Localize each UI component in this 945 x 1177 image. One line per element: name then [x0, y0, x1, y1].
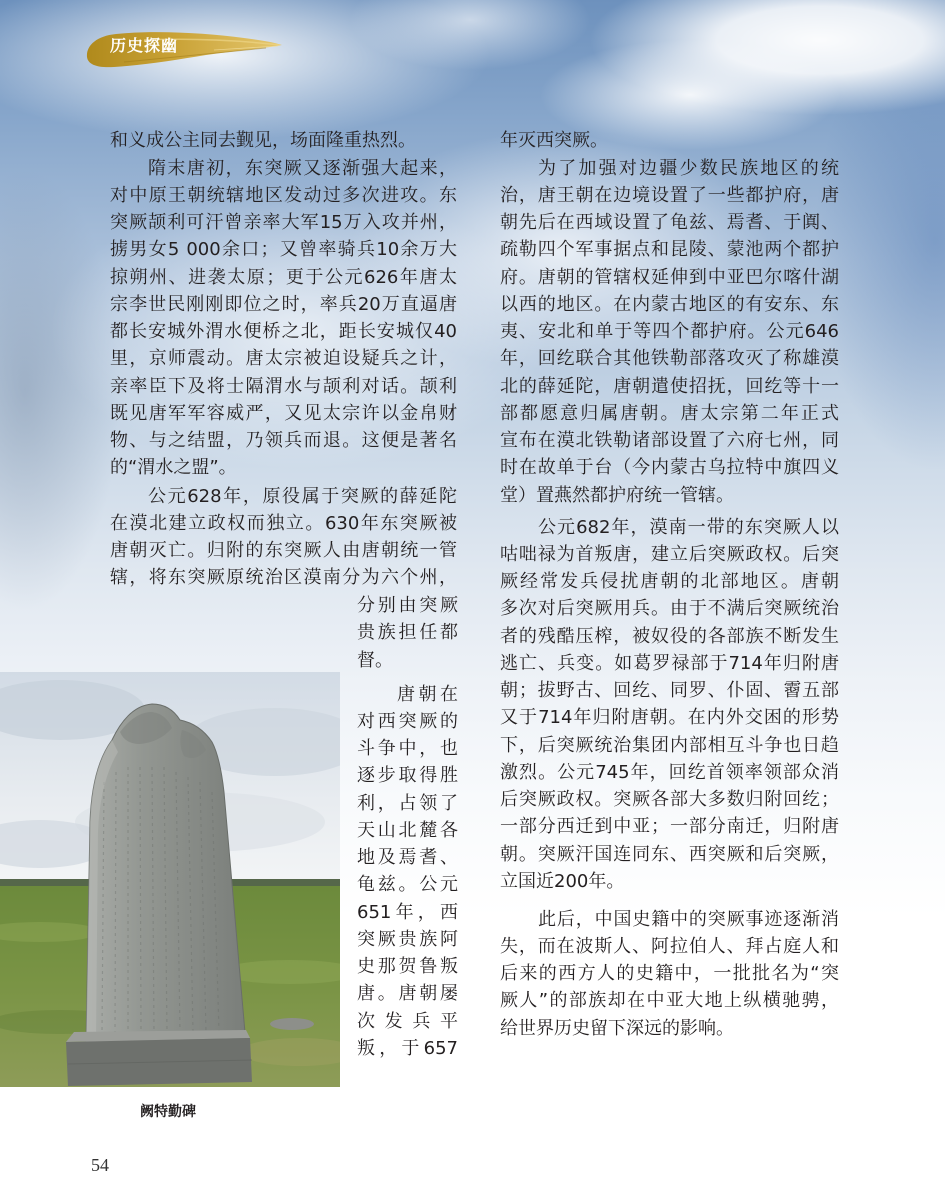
text-line: 督。: [357, 649, 393, 671]
paragraph-4-start: [357, 681, 458, 1063]
text-line: 下，后突厥统治集团内部相互斗争也日趋: [500, 734, 839, 756]
page-number: 54: [91, 1155, 109, 1175]
text-line: 唐朝灭亡。归附的东突厥人由唐朝统一管: [110, 540, 457, 561]
text-line: 斗争中，也: [357, 738, 458, 759]
text-line: 又于714年归附唐朝。在内外交困的形势: [500, 707, 839, 729]
text-line: 地及焉耆、: [357, 847, 458, 868]
paragraph-1-continued: [110, 127, 457, 154]
paragraph-6: [500, 514, 839, 896]
text-line: 突厥贵族阿: [357, 928, 458, 950]
text-line: 唐。唐朝屡: [357, 983, 458, 1005]
text-line: 唐朝在: [397, 683, 458, 705]
text-line: 分别由突厥: [357, 595, 458, 616]
text-line: 夷、安北和单于等四个都护府。公元646: [500, 321, 839, 342]
text-line: 年，回纥联合其他铁勒部落攻灭了称雄漠: [500, 348, 839, 370]
text-line: 次发兵平: [357, 1010, 458, 1032]
text-line: 亲率臣下及将士隔渭水与颉利对话。颉利: [110, 375, 457, 397]
text-line: 朝；拔野古、回纥、同罗、仆固、霫五部: [500, 680, 839, 701]
text-line: 龟兹。公元: [357, 874, 458, 896]
text-line: 部都愿意归属唐朝。唐太宗第二年正式: [500, 402, 839, 424]
paragraph-5: [500, 155, 839, 509]
photo-caption: 阙特勤碑: [140, 1104, 196, 1120]
text-line: 给世界历史留下深远的影响。: [500, 1017, 734, 1039]
text-line: 为了加强对边疆少数民族地区的统: [538, 157, 839, 179]
text-line: 掳男女5 000余口；又曾率骑兵10余万大: [110, 239, 457, 261]
text-line: 咕咄禄为首叛唐，建立后突厥政权。后突: [500, 543, 839, 565]
text-line: 对西突厥的: [357, 710, 458, 732]
section-label: 历史探幽: [110, 36, 179, 55]
text-line: 朝。突厥汗国连同东、西突厥和后突厥，: [500, 843, 839, 865]
text-line: 堂）置燕然都护府统一管辖。: [500, 484, 734, 506]
text-line: 和义成公主同去觐见，场面隆重热烈。: [110, 130, 416, 151]
text-line: 逐步取得胜: [357, 765, 458, 787]
paragraph-2: [110, 155, 457, 482]
text-line: 后来的西方人的史籍中，一批批名为“突: [500, 963, 839, 984]
text-line: 叛，于657: [357, 1037, 458, 1059]
text-line: 者的残酷压榨，被奴役的各部族不断发生: [500, 625, 839, 647]
text-line: 北的薛延陀，唐朝遣使招抚，回纥等十一: [500, 375, 839, 397]
text-line: 对中原王朝统辖地区发动过多次进攻。东: [110, 184, 457, 206]
text-line: 贵族担任都: [357, 622, 458, 644]
photo-rock: [270, 1018, 314, 1030]
text-line: 后突厥政权。突厥各部大多数归附回纥；: [500, 789, 839, 810]
stele-photo: [0, 672, 340, 1087]
text-line: 隋末唐初，东突厥又逐渐强大起来，: [148, 157, 457, 179]
text-line: 多次对后突厥用兵。由于不满后突厥统治: [500, 598, 839, 620]
text-line: 立国近200年。: [500, 870, 625, 892]
text-line: 疏勒四个军事据点和昆陵、蒙池两个都护: [500, 239, 839, 261]
text-line: 公元682年，漠南一带的东突厥人以: [538, 516, 839, 538]
photo-pedestal: [66, 1030, 252, 1086]
text-line: 府。唐朝的管辖权延伸到中亚巴尔喀什湖: [500, 266, 839, 288]
text-line: 掠朔州、进袭太原；更于公元626年唐太: [110, 266, 457, 288]
section-header: [84, 27, 284, 69]
text-line: 一部分西迁到中亚；一部分南迁，归附唐: [500, 816, 839, 838]
text-line: 突厥颉利可汗曾亲率大军15万入攻并州，: [110, 212, 457, 233]
text-line: 利，占领了: [357, 792, 458, 814]
text-line: 厥人”的部族却在中亚大地上纵横驰骋，: [500, 990, 839, 1012]
text-line: 的“渭水之盟”。: [110, 457, 237, 479]
text-line: 厥经常发兵侵扰唐朝的北部地区。唐朝: [500, 571, 839, 592]
text-line: 宣布在漠北铁勒诸部设置了六府七州，同: [500, 430, 839, 451]
text-line: 史那贺鲁叛: [357, 956, 458, 977]
text-line: 治，唐王朝在边境设置了一些都护府，唐: [500, 184, 839, 206]
text-line: 宗李世民刚刚即位之时，率兵20万直逼唐: [110, 293, 457, 315]
paragraph-4-end: [500, 127, 839, 154]
paragraph-7: [500, 906, 839, 1042]
text-line: 激烈。公元745年，回纥首领率领部众消: [500, 761, 839, 783]
text-line: 时在故单于台（今内蒙古乌拉特中旗四义: [500, 457, 839, 479]
text-line: 里，京师震动。唐太宗被迫设疑兵之计，: [110, 348, 457, 370]
text-line: 逃亡、兵变。如葛罗禄部于714年归附唐: [500, 652, 839, 674]
text-line: 年灭西突厥。: [500, 130, 608, 151]
text-line: 天山北麓各: [357, 819, 458, 841]
text-line: 此后，中国史籍中的突厥事迹逐渐消: [538, 908, 839, 930]
text-line: 公元628年，原役属于突厥的薛延陀: [148, 485, 457, 507]
text-line: 失，而在波斯人、阿拉伯人、拜占庭人和: [500, 935, 839, 957]
text-line: 在漠北建立政权而独立。630年东突厥被: [110, 512, 457, 534]
text-line: 朝先后在西域设置了龟兹、焉耆、于阗、: [500, 212, 839, 233]
text-line: 651年，西: [357, 901, 458, 923]
text-line: 既见唐军军容威严，又见太宗许以金帛财: [110, 402, 457, 424]
text-line: 都长安城外渭水便桥之北，距长安城仅40: [110, 321, 457, 342]
paragraph-3-start: [110, 483, 457, 592]
paragraph-3-end: [357, 592, 458, 674]
text-line: 以西的地区。在内蒙古地区的有安东、东: [500, 293, 839, 315]
text-line: 物、与之结盟，乃领兵而退。这便是著名: [110, 430, 457, 451]
text-line: 辖，将东突厥原统治区漠南分为六个州，: [110, 567, 457, 589]
